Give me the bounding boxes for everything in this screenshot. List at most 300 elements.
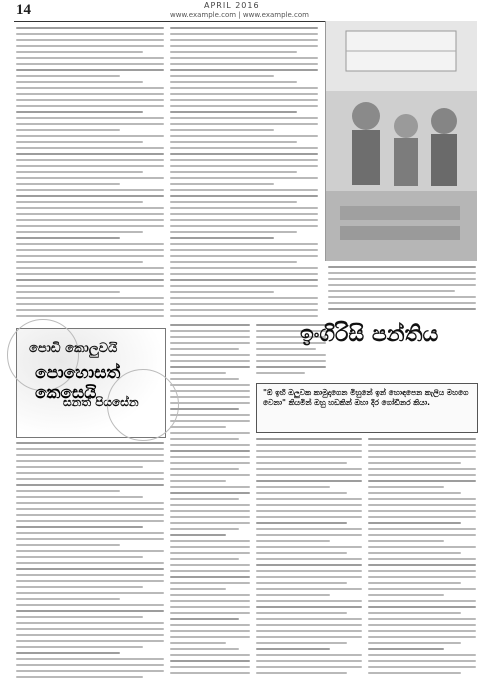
text-line: [16, 586, 143, 588]
text-line: [16, 490, 120, 492]
text-line: [170, 87, 318, 89]
text-line: [170, 468, 239, 470]
text-line: [16, 309, 164, 311]
text-line: [16, 562, 164, 564]
text-line: [16, 255, 164, 257]
text-line: [256, 612, 347, 614]
text-line: [368, 474, 476, 476]
text-line: [170, 330, 250, 332]
text-line: [170, 390, 250, 392]
text-line: [16, 291, 120, 293]
text-line: [170, 498, 239, 500]
text-line: [256, 360, 326, 362]
text-line: [368, 612, 461, 614]
text-line: [16, 201, 143, 203]
text-line: [170, 558, 239, 560]
text-line: [16, 249, 164, 251]
body-text-col2-top: [170, 27, 318, 323]
text-line: [170, 315, 318, 317]
text-line: [16, 219, 164, 221]
text-line: [16, 171, 143, 173]
issue-date: APRIL 2016: [204, 1, 260, 10]
text-line: [16, 45, 164, 47]
text-line: [16, 574, 164, 576]
text-line: [170, 402, 250, 404]
text-line: [328, 290, 455, 292]
text-line: [16, 622, 164, 624]
text-line: [368, 444, 476, 446]
text-line: [170, 135, 318, 137]
text-line: [170, 75, 274, 77]
text-line: [256, 486, 330, 488]
text-line: [170, 630, 250, 632]
text-line: [170, 594, 250, 596]
text-line: [170, 33, 318, 35]
text-line: [256, 594, 330, 596]
text-line: [170, 267, 318, 269]
text-line: [256, 552, 347, 554]
text-line: [170, 273, 318, 275]
body-text-col3-bottom: [256, 438, 362, 682]
text-line: [368, 666, 476, 668]
text-line: [368, 450, 476, 452]
text-line: [170, 624, 250, 626]
text-line: [368, 552, 461, 554]
text-line: [368, 660, 476, 662]
text-line: [170, 492, 250, 494]
text-line: [170, 660, 250, 662]
text-line: [368, 564, 476, 566]
text-line: [170, 195, 318, 197]
text-line: [16, 580, 164, 582]
text-line: [170, 636, 250, 638]
text-line: [256, 636, 362, 638]
section-heading: ඉංගිරිසි පන්තිය: [300, 322, 439, 347]
body-text-col4-bottom: [368, 438, 476, 682]
text-line: [170, 129, 274, 131]
text-line: [16, 237, 120, 239]
text-line: [16, 628, 164, 630]
text-line: [256, 504, 362, 506]
text-line: [16, 87, 164, 89]
text-line: [16, 69, 164, 71]
text-line: [256, 564, 362, 566]
text-line: [256, 450, 362, 452]
text-line: [256, 624, 362, 626]
page-header: [0, 0, 488, 22]
text-line: [16, 225, 164, 227]
text-line: [170, 297, 318, 299]
text-line: [368, 624, 476, 626]
text-line: [170, 291, 274, 293]
text-line: [16, 141, 143, 143]
text-line: [170, 450, 250, 452]
text-line: [16, 640, 164, 642]
text-line: [16, 135, 164, 137]
text-line: [170, 576, 250, 578]
text-line: [170, 57, 318, 59]
text-line: [170, 618, 239, 620]
text-line: [256, 372, 305, 374]
text-line: [170, 396, 250, 398]
text-line: [16, 213, 164, 215]
text-line: [16, 33, 164, 35]
text-line: [16, 616, 143, 618]
text-line: [16, 279, 164, 281]
text-line: [170, 408, 239, 410]
text-line: [328, 284, 476, 286]
text-line: [368, 588, 476, 590]
text-line: [256, 576, 362, 578]
text-line: [16, 243, 164, 245]
text-line: [16, 604, 164, 606]
text-line: [16, 520, 164, 522]
text-line: [170, 582, 250, 584]
text-line: [170, 123, 318, 125]
text-line: [368, 504, 476, 506]
text-line: [170, 165, 318, 167]
text-line: [170, 177, 318, 179]
text-line: [170, 426, 226, 428]
text-line: [16, 129, 120, 131]
text-line: [16, 303, 164, 305]
text-line: [16, 646, 143, 648]
text-line: [16, 147, 164, 149]
text-line: [170, 600, 250, 602]
text-line: [256, 534, 362, 536]
text-line: [16, 670, 164, 672]
text-line: [368, 546, 476, 548]
text-line: [170, 360, 250, 362]
text-line: [170, 336, 250, 338]
site-url: www.example.com | www.example.com: [170, 11, 309, 19]
text-line: [16, 183, 120, 185]
text-line: [16, 658, 164, 660]
text-line: [170, 279, 318, 281]
text-line: [16, 598, 120, 600]
text-line: [170, 117, 318, 119]
text-line: [256, 630, 362, 632]
text-line: [170, 141, 297, 143]
text-line: [16, 117, 164, 119]
text-line: [368, 618, 476, 620]
text-line: [256, 570, 362, 572]
text-line: [16, 472, 164, 474]
text-line: [170, 366, 250, 368]
text-line: [328, 308, 476, 310]
text-line: [368, 594, 444, 596]
text-line: [170, 348, 239, 350]
text-line: [368, 576, 476, 578]
text-line: [170, 27, 318, 29]
text-line: [16, 508, 164, 510]
text-line: [170, 516, 250, 518]
text-line: [256, 660, 362, 662]
text-line: [256, 444, 362, 446]
text-line: [16, 231, 143, 233]
article-title-line2: පොහොසත් කෙසෙයි: [35, 363, 121, 403]
text-line: [256, 522, 347, 524]
text-line: [368, 630, 476, 632]
text-line: [328, 278, 476, 280]
text-line: [16, 105, 164, 107]
text-line: [170, 249, 318, 251]
text-line: [256, 546, 362, 548]
text-line: [16, 63, 164, 65]
article-illustration: [325, 21, 477, 261]
text-line: [368, 654, 476, 656]
text-line: [16, 466, 143, 468]
text-line: [16, 664, 164, 666]
text-line: [256, 618, 362, 620]
text-line: [170, 672, 250, 674]
text-line: [170, 444, 250, 446]
text-line: [170, 231, 297, 233]
text-line: [256, 348, 316, 350]
text-line: [170, 372, 226, 374]
text-line: [16, 634, 164, 636]
text-line: [368, 510, 476, 512]
text-line: [16, 189, 164, 191]
text-line: [16, 195, 164, 197]
text-line: [368, 606, 476, 608]
text-line: [170, 654, 250, 656]
text-line: [16, 273, 164, 275]
text-line: [16, 27, 164, 29]
text-line: [256, 510, 362, 512]
text-line: [170, 528, 239, 530]
text-line: [368, 558, 476, 560]
text-line: [16, 261, 143, 263]
text-line: [256, 648, 330, 650]
text-line: [170, 432, 250, 434]
text-line: [16, 592, 164, 594]
text-line: [256, 672, 347, 674]
text-line: [170, 378, 239, 380]
text-line: [170, 225, 318, 227]
text-line: [368, 498, 476, 500]
pull-quote-box: [256, 383, 478, 433]
text-line: [256, 492, 347, 494]
text-line: [16, 177, 164, 179]
text-line: [170, 105, 318, 107]
text-line: [328, 266, 476, 268]
text-line: [16, 502, 164, 504]
text-line: [368, 492, 461, 494]
text-line: [368, 462, 461, 464]
text-line: [368, 438, 476, 440]
text-line: [170, 201, 297, 203]
text-line: [16, 478, 164, 480]
text-line: [170, 213, 318, 215]
text-line: [368, 672, 461, 674]
text-line: [170, 522, 250, 524]
text-line: [170, 480, 226, 482]
text-line: [256, 558, 362, 560]
text-line: [170, 171, 297, 173]
text-line: [16, 484, 164, 486]
text-line: [328, 302, 476, 304]
text-line: [170, 564, 250, 566]
text-line: [170, 51, 297, 53]
text-line: [170, 189, 318, 191]
article-title-box: [16, 328, 166, 438]
text-line: [170, 237, 274, 239]
text-line: [170, 255, 318, 257]
page-number: 14: [16, 2, 31, 18]
text-line: [170, 540, 250, 542]
text-line: [256, 528, 362, 530]
text-line: [16, 165, 164, 167]
text-line: [16, 207, 164, 209]
text-line: [170, 384, 250, 386]
text-line: [256, 498, 362, 500]
text-line: [256, 582, 347, 584]
text-line: [368, 516, 476, 518]
text-line: [368, 648, 444, 650]
text-line: [16, 315, 164, 317]
text-line: [170, 642, 226, 644]
text-line: [256, 540, 330, 542]
text-line: [16, 39, 164, 41]
illustration-scene-icon: [326, 21, 477, 261]
text-line: [170, 39, 318, 41]
text-line: [170, 261, 297, 263]
text-line: [170, 324, 250, 326]
text-line: [170, 285, 318, 287]
text-line: [170, 486, 250, 488]
text-line: [170, 552, 250, 554]
text-line: [170, 462, 250, 464]
text-line: [368, 642, 461, 644]
text-line: [256, 456, 362, 458]
text-line: [256, 474, 362, 476]
text-line: [170, 504, 250, 506]
text-line: [16, 514, 164, 516]
text-line: [16, 538, 164, 540]
text-line: [256, 606, 362, 608]
text-line: [16, 75, 120, 77]
body-text-col2-bottom: [170, 324, 250, 682]
text-line: [368, 582, 461, 584]
text-line: [16, 123, 164, 125]
text-line: [170, 81, 297, 83]
text-line: [16, 81, 143, 83]
text-line: [170, 183, 274, 185]
text-line: [170, 456, 250, 458]
text-line: [368, 636, 476, 638]
text-line: [16, 153, 164, 155]
text-line: [170, 438, 239, 440]
text-line: [16, 526, 143, 528]
text-line: [256, 480, 362, 482]
text-line: [16, 448, 164, 450]
text-line: [16, 51, 143, 53]
text-line: [16, 550, 164, 552]
body-text-col1-bottom: [16, 442, 164, 682]
text-line: [368, 570, 476, 572]
text-line: [16, 532, 164, 534]
text-line: [256, 654, 362, 656]
text-line: [256, 468, 362, 470]
text-line: [256, 366, 326, 368]
text-line: [16, 652, 120, 654]
text-line: [170, 219, 318, 221]
text-line: [170, 612, 250, 614]
text-line: [368, 522, 461, 524]
article-title-line1: පොඩි කොලුවයි: [29, 341, 118, 356]
text-line: [170, 342, 250, 344]
text-line: [256, 462, 347, 464]
text-line: [170, 546, 250, 548]
text-line: [170, 606, 250, 608]
text-line: [16, 496, 143, 498]
text-line: [256, 438, 362, 440]
text-line: [170, 69, 318, 71]
text-line: [368, 456, 476, 458]
text-line: [16, 454, 164, 456]
text-line: [170, 303, 318, 305]
text-line: [16, 544, 120, 546]
text-line: [16, 556, 143, 558]
text-line: [170, 63, 318, 65]
text-line: [170, 153, 318, 155]
text-line: [16, 285, 164, 287]
text-line: [16, 159, 164, 161]
text-line: [256, 516, 362, 518]
text-line: [170, 666, 250, 668]
text-line: [368, 468, 476, 470]
text-line: [256, 666, 362, 668]
text-line: [170, 510, 250, 512]
text-line: [170, 45, 318, 47]
text-line: [170, 147, 318, 149]
text-line: [170, 414, 250, 416]
text-line: [256, 600, 362, 602]
text-line: [170, 207, 318, 209]
body-text-col3-top: [328, 266, 476, 318]
text-line: [170, 93, 318, 95]
text-line: [16, 460, 164, 462]
text-line: [16, 297, 164, 299]
text-line: [16, 267, 164, 269]
text-line: [170, 159, 318, 161]
text-line: [170, 588, 226, 590]
text-line: [16, 99, 164, 101]
text-line: [170, 309, 318, 311]
text-line: [16, 57, 164, 59]
text-line: [170, 111, 297, 113]
text-line: [256, 354, 326, 356]
text-line: [16, 442, 164, 444]
text-line: [16, 676, 143, 678]
text-line: [170, 474, 250, 476]
body-text-col1-top: [16, 27, 164, 323]
text-line: [170, 420, 250, 422]
text-line: [170, 99, 318, 101]
author-name: සනත් පියසේන: [63, 395, 139, 409]
text-line: [368, 486, 444, 488]
text-line: [328, 272, 476, 274]
text-line: [368, 600, 476, 602]
text-line: [170, 570, 250, 572]
text-line: [16, 610, 164, 612]
text-line: [256, 642, 347, 644]
text-line: [328, 296, 476, 298]
text-line: [368, 540, 444, 542]
text-line: [16, 568, 164, 570]
text-line: [368, 480, 476, 482]
